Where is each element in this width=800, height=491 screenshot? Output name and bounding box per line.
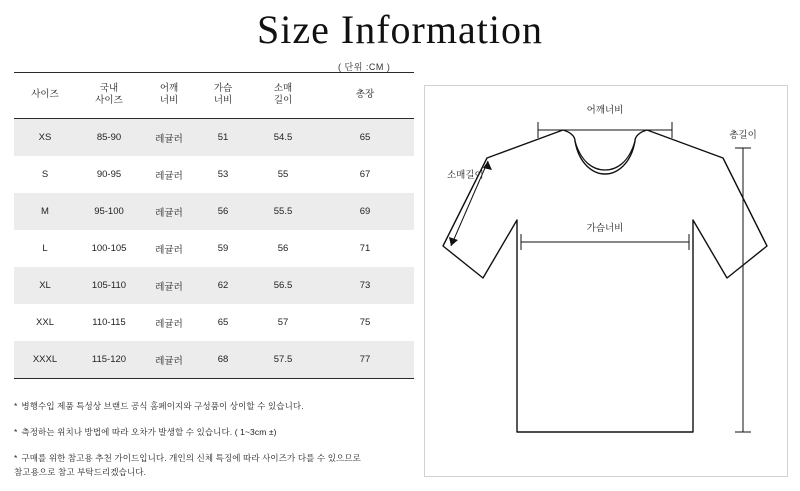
cell-domestic: 110-115 <box>92 317 126 328</box>
label-chest-width: 가슴너비 <box>586 223 624 234</box>
cell-size: XXXL <box>14 341 76 379</box>
size-table-head <box>14 73 414 119</box>
cell-domestic: 95-100 <box>76 193 142 230</box>
table-row <box>14 230 414 267</box>
cell-chest: 65 <box>217 317 229 328</box>
cell-domestic: 90-95 <box>96 169 122 180</box>
column-header-size <box>14 73 76 119</box>
cell-length: 75 <box>359 317 371 328</box>
cell-sleeve: 56 <box>277 243 289 254</box>
header-line-2: 사이즈 <box>95 95 123 106</box>
cell-shoulder: 레귤러 <box>142 119 196 157</box>
garment-measurement-diagram <box>424 85 788 477</box>
header-line-1: 총장 <box>355 89 375 101</box>
unit-note: ( 단위 :CM ) <box>338 62 391 72</box>
label-total-length: 총길이 <box>729 130 757 141</box>
table-row <box>14 119 414 157</box>
cell-shoulder: 레귤러 <box>155 170 183 182</box>
note-text: 측정하는 위치나 방법에 따라 오차가 발생할 수 있습니다. ( 1~3cm ±) <box>21 426 277 437</box>
table-header-row <box>14 73 414 119</box>
label-sleeve-length: 소매길이 <box>447 170 484 181</box>
size-table-container <box>14 72 414 379</box>
cell-length: 65 <box>316 119 414 157</box>
header-line-1: 어깨 <box>159 83 179 95</box>
tshirt-diagram-svg <box>425 86 785 474</box>
cell-size: XS <box>14 119 76 157</box>
note-item <box>14 452 414 480</box>
cell-domestic: 100-105 <box>91 243 127 254</box>
cell-sleeve: 54.5 <box>250 119 316 157</box>
note-item <box>14 426 414 439</box>
note-bullet: * <box>14 426 18 437</box>
note-item <box>14 400 414 413</box>
column-header-domestic-size <box>76 73 142 119</box>
note-bullet: * <box>14 401 18 411</box>
cell-shoulder: 레귤러 <box>142 341 196 379</box>
header-line-1: 가슴 <box>213 83 233 95</box>
cell-chest: 68 <box>196 341 250 379</box>
cell-chest: 53 <box>217 169 229 180</box>
header-line-2: 너비 <box>213 95 233 106</box>
cell-sleeve: 55.5 <box>250 193 316 230</box>
cell-length: 77 <box>316 341 414 379</box>
cell-size: XL <box>14 267 76 304</box>
cell-chest: 51 <box>196 119 250 157</box>
size-table-body <box>14 119 414 379</box>
tshirt-outline <box>443 130 767 432</box>
cell-sleeve: 57 <box>277 317 289 328</box>
header-line-1: 국내 <box>99 83 119 95</box>
cell-shoulder: 레귤러 <box>155 318 183 330</box>
cell-domestic: 105-110 <box>76 267 142 304</box>
cell-length: 69 <box>316 193 414 230</box>
cell-length: 73 <box>316 267 414 304</box>
label-shoulder-width: 어깨너비 <box>586 105 624 116</box>
size-table <box>14 72 414 379</box>
note-text: 구매를 위한 참고용 추천 가이드입니다. 개인의 신체 특징에 따라 사이즈가 다를 수 있으므로 <box>21 452 361 463</box>
cell-shoulder: 레귤러 <box>142 193 196 230</box>
cell-size: L <box>42 243 48 254</box>
table-row <box>14 156 414 193</box>
table-row <box>14 304 414 341</box>
cell-size: S <box>41 169 49 180</box>
cell-size: XXL <box>36 317 54 328</box>
page-title: Size Information <box>257 7 543 52</box>
note-subtext: 참고용으로 참고 부탁드리겠습니다. <box>14 467 147 478</box>
cell-shoulder: 레귤러 <box>155 244 183 256</box>
column-header-shoulder-width <box>142 73 196 119</box>
cell-length: 71 <box>359 243 371 254</box>
notes-section <box>14 400 414 479</box>
column-header-total-length <box>316 73 414 119</box>
header-line-2: 너비 <box>159 95 179 106</box>
cell-domestic: 85-90 <box>76 119 142 157</box>
note-text: 병행수입 제품 특성상 브랜드 공식 홈페이지와 구성품이 상이할 수 있습니다. <box>21 401 304 411</box>
column-header-sleeve-length <box>250 73 316 119</box>
cell-chest: 56 <box>196 193 250 230</box>
header-line-2: 길이 <box>273 95 293 106</box>
cell-sleeve: 56.5 <box>250 267 316 304</box>
cell-domestic: 115-120 <box>76 341 142 379</box>
header-line-1: 사이즈 <box>31 89 59 101</box>
cell-chest: 62 <box>196 267 250 304</box>
header-line-1: 소매 <box>273 83 293 95</box>
cell-chest: 59 <box>217 243 229 254</box>
cell-size: M <box>14 193 76 230</box>
cell-length: 67 <box>359 169 371 180</box>
cell-sleeve: 57.5 <box>250 341 316 379</box>
table-row <box>14 267 414 304</box>
table-row <box>14 341 414 379</box>
cell-shoulder: 레귤러 <box>142 267 196 304</box>
table-row <box>14 193 414 230</box>
note-bullet: * <box>14 452 18 463</box>
cell-sleeve: 55 <box>277 169 289 180</box>
column-header-chest-width <box>196 73 250 119</box>
